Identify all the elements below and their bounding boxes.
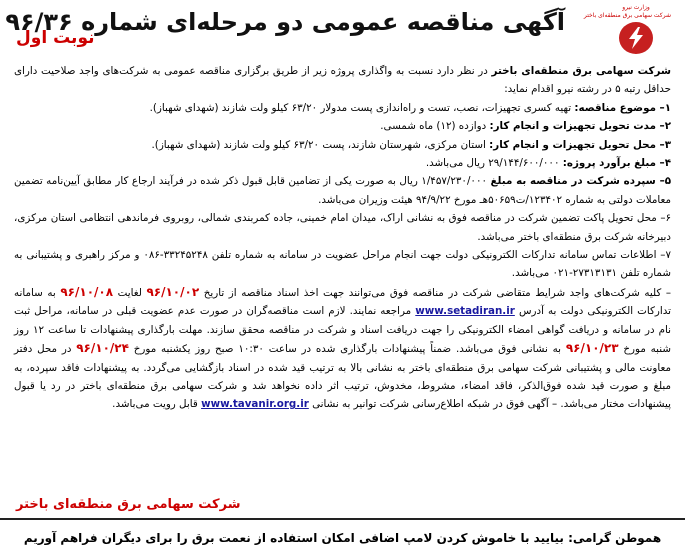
item-key: ۲– مدت تحویل تجهیزات و انجام کار: bbox=[489, 120, 671, 133]
notice-text-1: – کلیه شرکت‌های واجد شرایط متقاضی شرکت در مناقصه فوق می‌توانند جهت اخذ اسناد مناقصه از تاریخ bbox=[203, 286, 671, 299]
notice-text-5: در محل دفتر معاونت مالی و پشتیبانی شرکت سهامی برق منطقه‌ای باختر به نشانی بالا به ترتیب قید شده در اسناد بازگشایی می‌گردد. به پیشنهادات فاقد سپرده، به مبلغ و صورت قید شده فوق‌الذکر، فاقد امضاء، مشروط، مخدوش، ترتیب اثر داده نخواهد شد و شرکت سهامی برق منطقه‌ای باختر در رد یا قبول پیشنهادات مختار می‌باشد. – آگهی فوق در شبکه اطلاع‌رسانی شرکت توانیر به نشانی bbox=[14, 343, 671, 411]
notice-body bbox=[14, 62, 671, 414]
notice-text-3: مراجعه نمایند. لازم است مناقصه‌گران در صورت عدم عضویت قبلی در سامانه، مراحل ثبت نام در سامانه و دریافت گواهی امضاء الکترونیکی را جهت دریافت اسناد و شرکت در مناقصه محقق سازند. مهلت بارگذاری پیشنهادات تا ساعت ۱۲ روز شنبه مورخ bbox=[14, 305, 671, 356]
intro-text: در نظر دارد نسبت به واگذاری پروژه زیر از طریق برگزاری مناقصه عمومی به شرکت‌های واجد صلاحیت دارای حداقل رتبه ۵ در رشته نیرو اقدام نماید: bbox=[14, 65, 671, 96]
item-value: تهیه کسری تجهیزات، نصب، تست و راه‌اندازی پست مدولار ۶۳/۲۰ کیلو ولت شازند (شهدای شهباز). bbox=[149, 101, 572, 114]
deadline-date: ۹۶/۱۰/۲۳ bbox=[565, 341, 619, 356]
notice-title: آگهی مناقصه عمومی دو مرحله‌ای شماره ۹۶/۳۶ bbox=[5, 8, 565, 36]
logo-ministry-text: وزارت نیرو bbox=[622, 4, 650, 11]
notice-header bbox=[0, 0, 685, 58]
footer-message: هموطن گرامی: بیایید با خاموش کردن لامپ اضافی امکان استفاده از نعمت برق را برای دیگران فراهم آوریم bbox=[0, 518, 685, 557]
item-value: دوازده (۱۲) ماه شمسی. bbox=[380, 120, 487, 133]
logo-company-text: شرکت سهامی برق منطقه‌ای باختر bbox=[583, 12, 671, 19]
setadiran-link[interactable]: www.setadiran.ir bbox=[415, 305, 515, 318]
item-key: ۴– مبلغ برآورد پروژه: bbox=[562, 157, 671, 170]
round-badge: نوبت اول bbox=[16, 28, 95, 48]
notice-text-4: به نشانی فوق می‌باشد. ضمناً پیشنهادات بارگذاری شده در ساعت ۱۰:۳۰ صبح روز یکشنبه مورخ bbox=[133, 343, 562, 356]
to-word: لغایت bbox=[117, 286, 142, 299]
item-6 bbox=[14, 209, 671, 246]
item-7 bbox=[14, 246, 671, 283]
notice-paragraph bbox=[14, 283, 671, 414]
intro-paragraph bbox=[14, 62, 671, 99]
item-3 bbox=[14, 136, 671, 154]
notice-text-2: به سامانه تدارکات الکترونیکی دولت به آدرس bbox=[14, 286, 671, 318]
item-value: ۷– اطلاعات تماس سامانه تدارکات الکترونیکی دولت جهت انجام مراحل عضویت در سامانه به شماره تلفن ۳۳۲۴۵۲۴۸-۰۸۶ و مرکز راهبری و پشتیبانی به شماره تلفن ۲۷۳۱۳۱۳۱-۰۲۱ می‌باشد. bbox=[14, 249, 671, 280]
item-value: ۶– محل تحویل پاکت تضمین شرکت در مناقصه فوق به نشانی اراک، میدان امام خمینی، جاده کمربندی شمالی، روبروی فرماندهی انتظامی استان مرکزی، دبیرخانه شرکت برق منطقه‌ای باختر می‌باشد. bbox=[14, 212, 671, 243]
company-signature: شرکت سهامی برق منطقه‌ای باختر bbox=[16, 497, 241, 512]
date-to: ۹۶/۱۰/۰۸ bbox=[60, 284, 114, 299]
item-value: ۲۹/۱۴۴/۶۰۰/۰۰۰ ریال می‌باشد. bbox=[425, 157, 560, 170]
company-logo bbox=[583, 4, 671, 58]
item-2 bbox=[14, 117, 671, 135]
item-5 bbox=[14, 172, 671, 209]
intro-lead: شرکت سهامی برق منطقه‌ای باختر bbox=[491, 65, 672, 77]
item-value: استان مرکزی، شهرستان شازند، پست ۶۳/۲۰ کیلو ولت شازند (شهدای شهباز). bbox=[151, 138, 486, 151]
item-key: ۵– سپرده شرکت در مناقصه به مبلغ bbox=[490, 175, 672, 188]
item-4 bbox=[14, 154, 671, 172]
notice-text-6: قابل رویت می‌باشد. bbox=[112, 398, 198, 411]
item-key: ۱– موضوع مناقصه: bbox=[574, 101, 671, 114]
item-value: ۱/۴۵۷/۲۳۰/۰۰۰ ریال به صورت یکی از تضامین قابل قبول ذکر شده در فرآیند ارجاع کار مطابق آیین‌نامه تضمین معاملات دولتی به شماره ۱۲۳۴۰۲/ت۵۰۶۵۹هـ مورخ ۹۴/۹/۲۲ هیئت وزیران می‌باشد. bbox=[14, 175, 671, 206]
item-key: ۳– محل تحویل تجهیزات و انجام کار: bbox=[489, 138, 671, 151]
tavanir-link[interactable]: www.tavanir.org.ir bbox=[201, 398, 309, 411]
date-from: ۹۶/۱۰/۰۲ bbox=[146, 284, 200, 299]
item-1 bbox=[14, 99, 671, 117]
opening-date: ۹۶/۱۰/۲۴ bbox=[76, 341, 129, 356]
lightning-icon bbox=[619, 22, 653, 54]
